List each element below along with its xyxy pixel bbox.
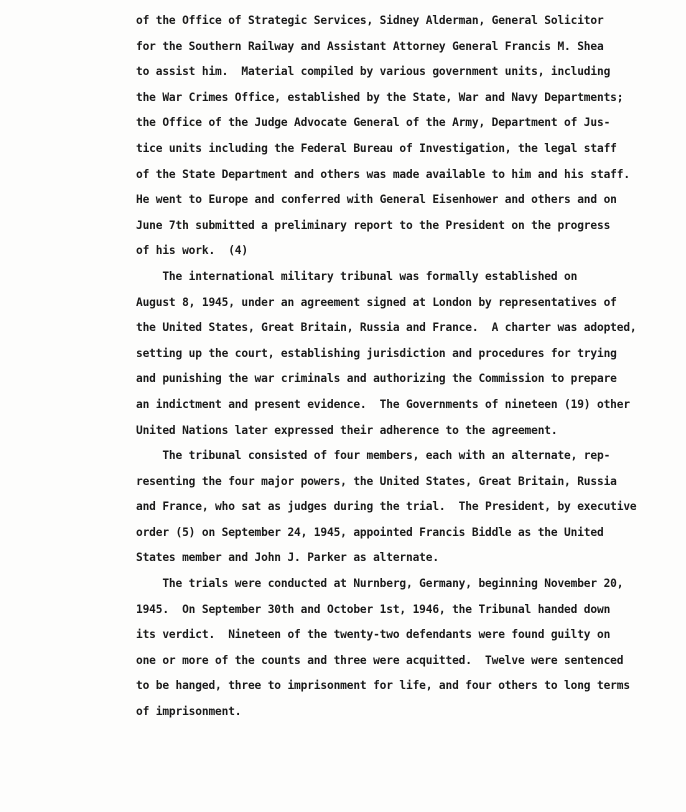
text-line: one or more of the counts and three were acquitted. Twelve were sentenced bbox=[136, 653, 624, 667]
text-line: States member and John J. Parker as alternate. bbox=[136, 551, 439, 565]
text-line: an indictment and present evidence. The Governments of nineteen (19) other bbox=[136, 397, 630, 411]
text-line: of the State Department and others was made available to him and his staff. bbox=[136, 167, 630, 181]
text-line: United Nations later expressed their adherence to the agreement. bbox=[136, 423, 558, 437]
text-line: the War Crimes Office, established by the State, War and Navy Departments; bbox=[136, 90, 624, 104]
text-line: the United States, Great Britain, Russia and France. A charter was adopted, bbox=[136, 321, 637, 335]
text-line: for the Southern Railway and Assistant Attorney General Francis M. Shea bbox=[136, 39, 604, 53]
text-line: June 7th submitted a preliminary report to the President on the progress bbox=[136, 218, 611, 232]
text-line: to assist him. Material compiled by various government units, including bbox=[136, 65, 611, 79]
paragraph-start-line: The tribunal consisted of four members, each with an alternate, rep- bbox=[136, 449, 611, 463]
text-line: of the Office of Strategic Services, Sidney Alderman, General Solicitor bbox=[136, 14, 604, 27]
text-line: setting up the court, establishing jurisdiction and procedures for trying bbox=[136, 346, 617, 360]
text-line: He went to Europe and conferred with General Eisenhower and others and on bbox=[136, 193, 617, 207]
text-line: 1945. On September 30th and October 1st, 1946, the Tribunal handed down bbox=[136, 602, 611, 616]
text-line: and France, who sat as judges during the trial. The President, by executive bbox=[136, 500, 637, 514]
text-line: order (5) on September 24, 1945, appointed Francis Biddle as the United bbox=[136, 525, 604, 539]
text-line: of his work. (4) bbox=[136, 244, 248, 258]
paragraph-start-line: The international military tribunal was formally established on bbox=[136, 269, 578, 283]
paragraph-start-line: The trials were conducted at Nurnberg, Germany, beginning November 20, bbox=[136, 577, 624, 591]
text-line: August 8, 1945, under an agreement signed at London by representatives of bbox=[136, 295, 617, 309]
text-line: resenting the four major powers, the United States, Great Britain, Russia bbox=[136, 474, 617, 488]
text-line: tice units including the Federal Bureau of Investigation, the legal staff bbox=[136, 141, 617, 155]
document-body bbox=[136, 8, 637, 725]
text-line: the Office of the Judge Advocate General of the Army, Department of Jus- bbox=[136, 116, 611, 130]
text-line: its verdict. Nineteen of the twenty-two defendants were found guilty on bbox=[136, 628, 611, 642]
text-line: and punishing the war criminals and authorizing the Commission to prepare bbox=[136, 372, 617, 386]
text-line: to be hanged, three to imprisonment for life, and four others to long terms bbox=[136, 679, 630, 693]
text-line: of imprisonment. bbox=[136, 705, 242, 719]
